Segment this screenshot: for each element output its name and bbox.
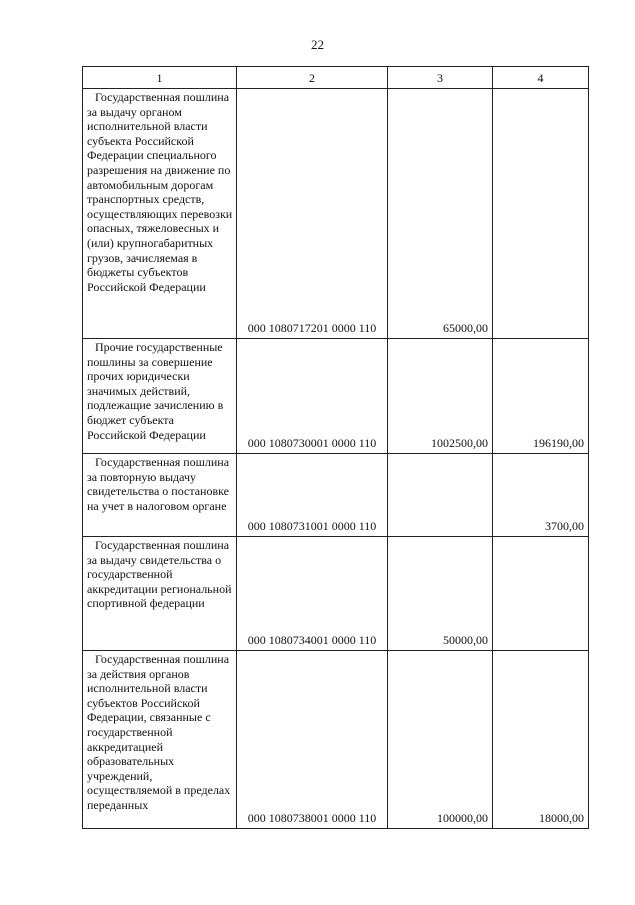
row-amount-col4: 18000,00 bbox=[493, 651, 589, 829]
row-amount-col3 bbox=[388, 454, 493, 537]
row-code: 000 1080738001 0000 110 bbox=[237, 651, 388, 829]
table-row bbox=[83, 339, 589, 454]
row-name: Прочие государственные пошлины за совершение прочих юридически значимых действий, подлежащие зачислению в бюджет субъекта Российской Федерации bbox=[87, 340, 224, 442]
row-name: Государственная пошлина за действия органов исполнительной власти субъектов Российской Федерации, связанные с государственной аккредитацией образовательных учреждений, осуществляемой в пределах переданных bbox=[87, 652, 231, 812]
row-name: Государственная пошлина за выдачу органом исполнительной власти субъекта Российской Федерации специального разрешения на движение по автомобильным дорогам транспортных средств, осуществляющих перевозки опасных, тяжеловесных и (или) крупногабаритных грузов, зачисляемая в бюджеты субъектов Российской Федерации bbox=[87, 90, 233, 294]
row-amount-col3: 100000,00 bbox=[388, 651, 493, 829]
row-name-cell bbox=[83, 651, 237, 829]
page-number: 22 bbox=[311, 37, 324, 52]
row-name-cell bbox=[83, 454, 237, 537]
row-code: 000 1080731001 0000 110 bbox=[237, 454, 388, 537]
table-header-row bbox=[83, 67, 589, 89]
table-row bbox=[83, 454, 589, 537]
revenue-table bbox=[82, 66, 589, 829]
row-amount-col3: 1002500,00 bbox=[388, 339, 493, 454]
row-name: Государственная пошлина за повторную выдачу свидетельства о постановке на учет в налоговом органе bbox=[87, 455, 230, 513]
row-amount-col3: 65000,00 bbox=[388, 89, 493, 339]
row-name-cell bbox=[83, 339, 237, 454]
column-header-3: 3 bbox=[388, 67, 493, 89]
row-amount-col4 bbox=[493, 89, 589, 339]
table-row bbox=[83, 651, 589, 829]
row-name-cell bbox=[83, 89, 237, 339]
row-name: Государственная пошлина за выдачу свидетельства о государственной аккредитации региональной спортивной федерации bbox=[87, 538, 232, 611]
table-row bbox=[83, 89, 589, 339]
column-header-1: 1 bbox=[83, 67, 237, 89]
column-header-2: 2 bbox=[237, 67, 388, 89]
table-row bbox=[83, 537, 589, 651]
row-amount-col3: 50000,00 bbox=[388, 537, 493, 651]
column-header-4: 4 bbox=[493, 67, 589, 89]
row-amount-col4: 196190,00 bbox=[493, 339, 589, 454]
row-code: 000 1080734001 0000 110 bbox=[237, 537, 388, 651]
row-amount-col4 bbox=[493, 537, 589, 651]
row-amount-col4: 3700,00 bbox=[493, 454, 589, 537]
row-code: 000 1080717201 0000 110 bbox=[237, 89, 388, 339]
row-code: 000 1080730001 0000 110 bbox=[237, 339, 388, 454]
row-name-cell bbox=[83, 537, 237, 651]
